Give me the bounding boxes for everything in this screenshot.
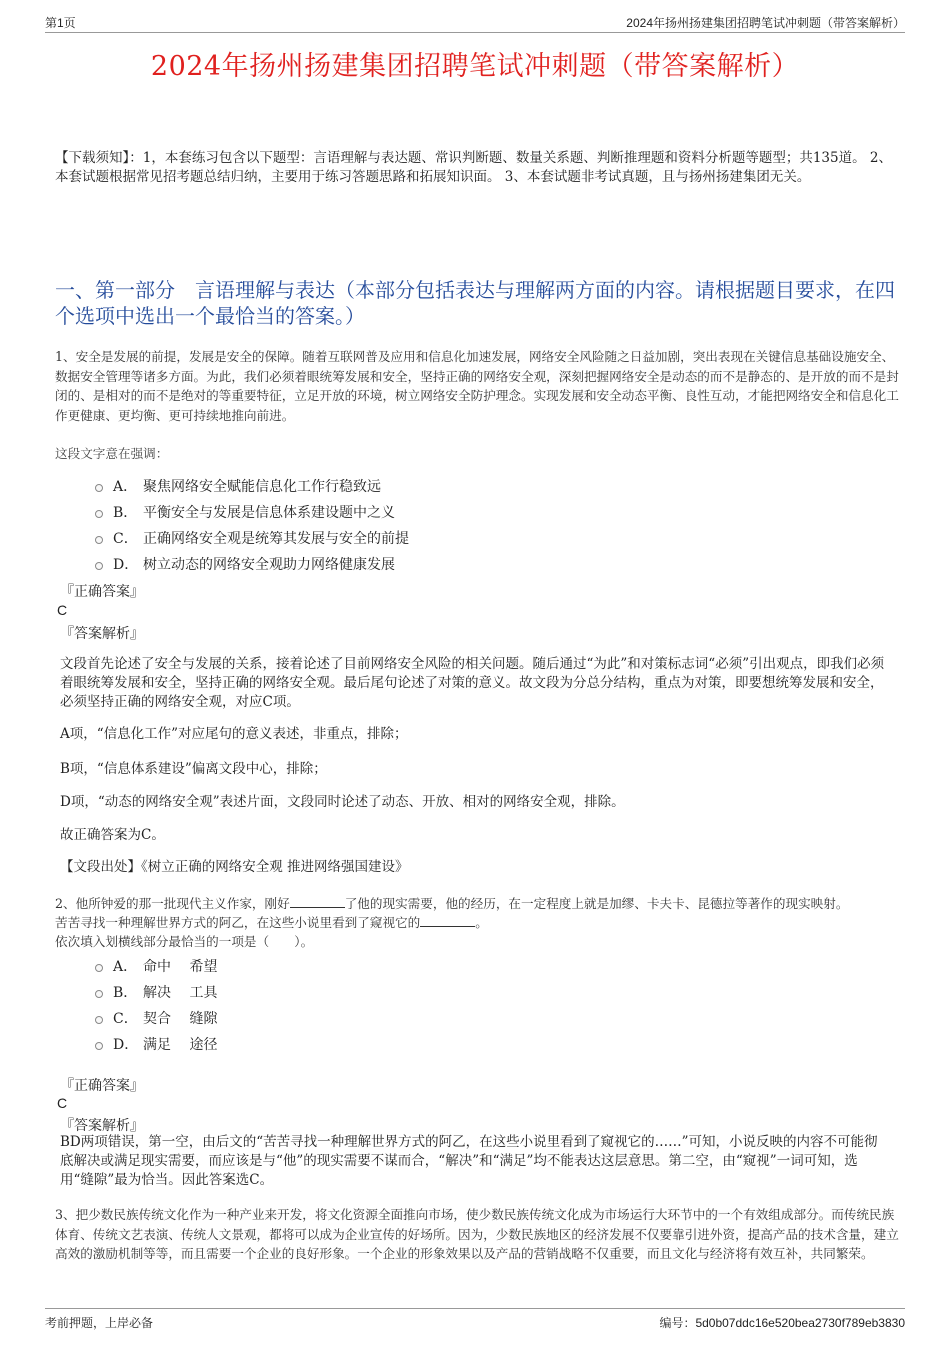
option-letter: C． <box>113 531 138 547</box>
analysis-label: 『答案解析』 <box>60 1118 144 1134</box>
analysis-label: 『答案解析』 <box>60 626 144 642</box>
option-letter: B． <box>113 505 138 521</box>
option-text: 正确网络安全观是统筹其发展与安全的前提 <box>143 531 409 547</box>
option-text: 命中 希望 <box>143 959 218 975</box>
correct-answer-label: 『正确答案』 <box>60 1078 144 1094</box>
page-number: 第1页 <box>45 16 76 30</box>
question-1-prompt: 这段文字意在强调： <box>55 446 169 461</box>
option-d[interactable] <box>95 1031 895 1057</box>
fill-blank <box>290 895 345 908</box>
correct-answer: C <box>57 1095 68 1111</box>
question-1-stem: 1、安全是发展的前提，发展是安全的保障。随着互联网普及应用和信息化加速发展，网络安全风险随之日益加剧，突出表现在关键信息基础设施安全、数据安全管理等诸多方面。为此，我们必须着眼统筹发展和安全，坚持正确的网络安全观，深刻把握网络安全是动态的而不是静态的、是开放的而不是封闭的、是相对的而不是绝对的等重要特征，立足开放的环境，树立网络安全防护理念。实现发展和安全动态平衡、良性互动，才能把网络安全和信息化工作更健康、更均衡、更可持续地推向前进。 <box>55 349 899 423</box>
section-heading: 一、第一部分 言语理解与表达（本部分包括表达与理解两方面的内容。请根据题目要求，在四个选项中选出一个最恰当的答案。） <box>55 278 895 328</box>
question-2-prompt: 依次填入划横线部分最恰当的一项是（ ）。 <box>55 934 314 949</box>
option-b[interactable] <box>95 499 895 525</box>
question-2-text: 苦苦寻找一种理解世界方式的阿乙，在这些小说里看到了窥视它的 <box>55 915 421 930</box>
radio-button[interactable] <box>95 484 103 492</box>
question-3-stem: 3、把少数民族传统文化作为一种产业来开发，将文化资源全面推向市场，使少数民族传统文化成为市场运行大环节中的一个有效组成部分。而传统民族体育、传统文艺表演、传统人文景观，都将可以成为企业宣传的好场所。因为，少数民族地区的经济发展不仅要靠引进外资，提高产品的技术含量，建立高效的激励机制等等，而且需要一个企业的良好形象。一个企业的形象效果以及产品的营销战略不仅重要，而且文化与经济将有效互补，共同繁荣。 <box>55 1207 899 1261</box>
option-a-note: A项，“信息化工作”对应尾句的意义表述，非重点，排除； <box>60 726 408 742</box>
option-a[interactable] <box>95 953 895 979</box>
correct-answer: C <box>57 602 68 618</box>
question-2-options <box>95 953 895 1057</box>
document-id: 编号：5d0b07ddc16e520bea2730f789eb3830 <box>659 1316 905 1330</box>
option-b[interactable] <box>95 979 895 1005</box>
header-doc-title: 2024年扬州扬建集团招聘笔试冲刺题（带答案解析） <box>626 16 905 30</box>
header-divider <box>45 32 905 33</box>
option-d[interactable] <box>95 551 895 577</box>
question-2-text: 。 <box>475 915 488 930</box>
option-text: 解决 工具 <box>143 985 218 1001</box>
question-2-stem <box>55 894 903 951</box>
question-2-text: 2、他所钟爱的那一批现代主义作家，刚好 <box>55 896 290 911</box>
footer-divider <box>45 1308 905 1309</box>
option-c[interactable] <box>95 1005 895 1031</box>
analysis-text: BD两项错误，第一空，由后文的“苦苦寻找一种理解世界方式的阿乙，在这些小说里看到了窥视它的……”可知，小说反映的内容不可能彻底解决或满足现实需要，而应该是与“他”的现实需要不谋而合，“解决”和“满足”均不能表达这层意思。第二空，由“窥视”一词可知，选用“缝隙”最为恰当。因此答案选C。 <box>60 1134 878 1188</box>
fill-blank <box>420 914 475 927</box>
option-letter: A． <box>113 479 138 495</box>
question-2-text: 了他的现实需要，他的经历，在一定程度上就是加缪、卡夫卡、昆德拉等著作的现实映射。 <box>344 896 849 911</box>
conclusion: 故正确答案为C。 <box>60 827 165 843</box>
text-source: 【文段出处】《树立正确的网络安全观 推进网络强国建设》 <box>60 859 409 875</box>
radio-button[interactable] <box>95 510 103 518</box>
option-letter: A． <box>113 959 138 975</box>
option-letter: C． <box>113 1011 138 1027</box>
option-c[interactable] <box>95 525 895 551</box>
question-1-options <box>95 473 895 577</box>
option-letter: B． <box>113 985 138 1001</box>
option-text: 平衡安全与发展是信息体系建设题中之义 <box>143 505 395 521</box>
option-text: 契合 缝隙 <box>143 1011 218 1027</box>
option-d-note: D项，“动态的网络安全观”表述片面，文段同时论述了动态、开放、相对的网络安全观，排除。 <box>60 794 625 810</box>
download-notice: 【下载须知】：1，本套练习包含以下题型：言语理解与表达题、常识判断题、数量关系题、判断推理题和资料分析题等题型；共135道。 2、本套试题根据常见招考题总结归纳，主要用于练习答题思路和拓展知识面。 3、本套试题非考试真题，且与扬州扬建集团无关。 <box>55 150 892 185</box>
option-text: 树立动态的网络安全观助力网络健康发展 <box>143 557 395 573</box>
radio-button[interactable] <box>95 990 103 998</box>
radio-button[interactable] <box>95 1042 103 1050</box>
option-b-note: B项，“信息体系建设”偏离文段中心，排除； <box>60 761 327 777</box>
radio-button[interactable] <box>95 964 103 972</box>
radio-button[interactable] <box>95 1016 103 1024</box>
option-text: 聚焦网络安全赋能信息化工作行稳致远 <box>143 479 381 495</box>
document-title: 2024年扬州扬建集团招聘笔试冲刺题（带答案解析） <box>150 51 800 82</box>
option-letter: D． <box>113 557 139 573</box>
option-letter: D． <box>113 1037 139 1053</box>
option-a[interactable] <box>95 473 895 499</box>
option-text: 满足 途径 <box>143 1037 218 1053</box>
radio-button[interactable] <box>95 562 103 570</box>
analysis-text: 文段首先论述了安全与发展的关系，接着论述了目前网络安全风险的相关问题。随后通过“为此”和对策标志词“必须”引出观点，即我们必须着眼统筹发展和安全，坚持正确的网络安全观。最后尾句论述了对策的意义。故文段为分总分结构，重点为对策，即要想统筹发展和安全，必须坚持正确的网络安全观，对应C项。 <box>60 656 885 710</box>
radio-button[interactable] <box>95 536 103 544</box>
correct-answer-label: 『正确答案』 <box>60 584 144 600</box>
footer-slogan: 考前押题，上岸必备 <box>45 1316 154 1330</box>
